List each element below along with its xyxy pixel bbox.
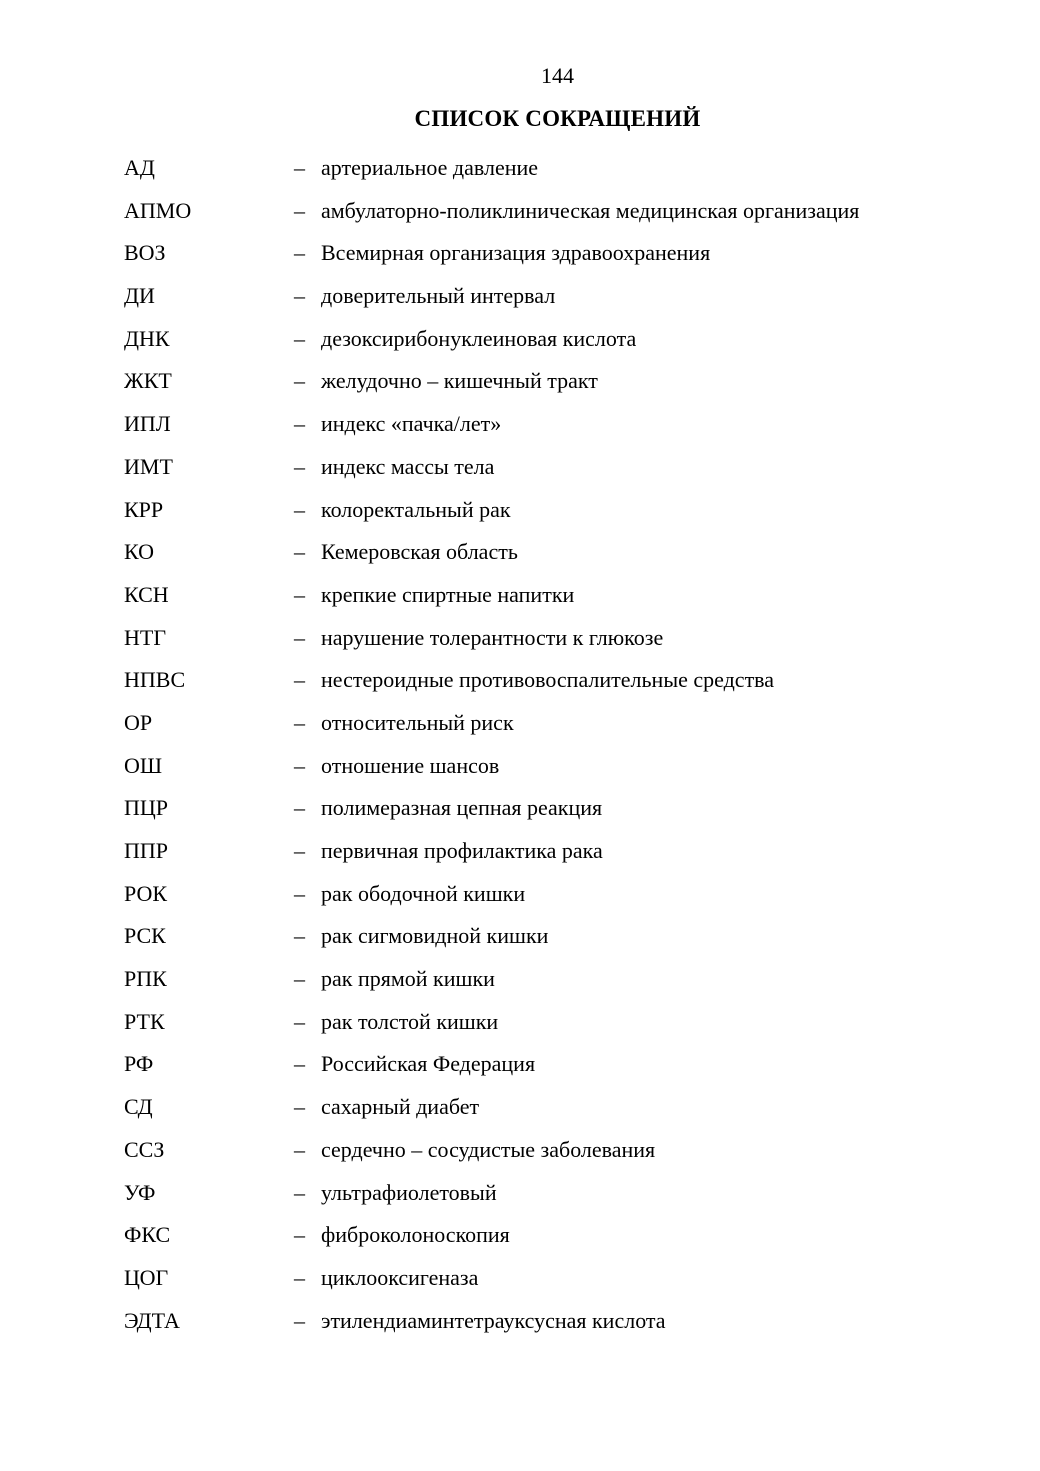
abbreviation-definition: рак сигмовидной кишки — [321, 923, 549, 949]
separator-dash: – — [294, 496, 305, 522]
separator-dash: – — [294, 795, 305, 821]
abbreviation-term: РФ — [124, 1051, 154, 1077]
abbreviation-term: АД — [124, 155, 155, 180]
abbreviation-definition: ультрафиолетовый — [321, 1179, 497, 1205]
separator-dash: – — [294, 1264, 305, 1290]
abbreviation-term: ППР — [124, 838, 169, 863]
separator-dash: – — [294, 752, 305, 778]
abbreviation-definition: желудочно – кишечный тракт — [321, 368, 598, 394]
separator-dash: – — [294, 411, 305, 437]
abbreviation-term: ЭДТА — [124, 1307, 180, 1333]
abbreviation-term: СД — [124, 1094, 153, 1120]
abbreviation-term: РТК — [124, 1008, 165, 1034]
abbreviation-row — [124, 405, 859, 448]
separator-dash: – — [294, 709, 305, 735]
separator-dash: – — [294, 1222, 305, 1248]
abbreviation-definition: относительный риск — [321, 709, 514, 735]
separator-dash: – — [294, 197, 305, 223]
abbreviation-definition: этилендиаминтетрауксусная кислота — [321, 1307, 666, 1333]
abbreviation-term: ВОЗ — [124, 240, 166, 266]
abbreviation-term: КСН — [124, 581, 169, 607]
separator-dash: – — [294, 581, 305, 607]
abbreviation-term: РОК — [124, 880, 168, 906]
separator-dash: – — [294, 624, 305, 650]
abbreviation-row — [124, 491, 859, 534]
separator-dash: – — [294, 240, 305, 266]
abbreviation-row — [124, 320, 859, 363]
separator-dash: – — [294, 368, 305, 394]
abbreviation-row — [124, 832, 859, 875]
abbreviation-row — [124, 1045, 859, 1088]
abbreviation-term: РСК — [124, 923, 166, 949]
abbreviation-term: ОР — [124, 709, 153, 735]
abbreviation-term: КО — [124, 539, 155, 565]
abbreviation-definition: Российская Федерация — [321, 1051, 536, 1077]
abbreviation-row — [124, 875, 859, 918]
abbreviation-term: ЦОГ — [124, 1264, 169, 1290]
abbreviation-row — [124, 1302, 859, 1345]
abbreviation-term: ДИ — [124, 283, 155, 309]
abbreviation-definition: полимеразная цепная реакция — [321, 795, 603, 821]
abbreviation-term: НТГ — [124, 624, 167, 650]
abbreviation-definition: отношение шансов — [321, 752, 500, 778]
separator-dash: – — [294, 325, 305, 351]
page-title: СПИСОК СОКРАЩЕНИЙ — [414, 106, 701, 131]
abbreviation-row — [124, 661, 859, 704]
abbreviation-definition: нестероидные противовоспалительные средства — [321, 667, 775, 693]
abbreviation-term: ЖКТ — [124, 368, 172, 394]
abbreviation-row — [124, 1216, 859, 1259]
abbreviation-term: ИПЛ — [124, 411, 171, 437]
separator-dash: – — [294, 1008, 305, 1034]
separator-dash: – — [294, 667, 305, 693]
separator-dash: – — [294, 923, 305, 949]
abbreviation-row — [124, 747, 859, 790]
abbreviation-term: РПК — [124, 966, 167, 992]
abbreviation-term: УФ — [124, 1179, 156, 1205]
separator-dash: – — [294, 880, 305, 906]
abbreviation-definition: доверительный интервал — [321, 283, 556, 309]
abbreviation-row — [124, 789, 859, 832]
abbreviation-row — [124, 277, 859, 320]
abbreviation-definition: Кемеровская область — [321, 539, 518, 565]
abbreviation-definition: фиброколоноскопия — [321, 1222, 510, 1248]
abbreviation-term: ССЗ — [124, 1136, 165, 1162]
abbreviation-definition: первичная профилактика рака — [321, 838, 603, 863]
abbreviation-row — [124, 234, 859, 277]
abbreviation-row — [124, 704, 859, 747]
abbreviation-term: ПЦР — [124, 795, 169, 821]
abbreviation-definition: сахарный диабет — [321, 1094, 480, 1120]
abbreviation-row — [124, 192, 859, 235]
abbreviation-definition: амбулаторно-поликлиническая медицинская организация — [321, 197, 860, 223]
abbreviation-row — [124, 576, 859, 619]
abbreviation-row — [124, 1174, 859, 1217]
abbreviation-definition: сердечно – сосудистые заболевания — [321, 1136, 656, 1162]
separator-dash: – — [294, 453, 305, 479]
abbreviation-definition: индекс массы тела — [321, 453, 495, 479]
page-number: 144 — [541, 63, 574, 88]
separator-dash: – — [294, 283, 305, 309]
abbreviation-definition: дезоксирибонуклеиновая кислота — [321, 325, 637, 351]
abbreviation-term: АПМО — [124, 197, 192, 223]
abbreviation-row — [124, 960, 859, 1003]
abbreviation-definition: Всемирная организация здравоохранения — [321, 240, 711, 266]
abbreviation-row — [124, 1088, 859, 1131]
abbreviation-definition: артериальное давление — [321, 155, 539, 180]
abbreviation-definition: рак толстой кишки — [321, 1008, 499, 1034]
separator-dash: – — [294, 155, 305, 180]
abbreviation-row — [124, 619, 859, 662]
abbreviation-term: ИМТ — [124, 453, 173, 479]
abbreviation-definition: рак ободочной кишки — [321, 880, 526, 906]
abbreviation-definition: циклооксигеназа — [321, 1264, 479, 1290]
abbreviation-definition: рак прямой кишки — [321, 966, 495, 992]
abbreviation-row — [124, 362, 859, 405]
abbreviation-definition: индекс «пачка/лет» — [321, 411, 502, 437]
separator-dash: – — [294, 1051, 305, 1077]
abbreviation-term: ФКС — [124, 1222, 171, 1248]
abbreviation-definition: колоректальный рак — [321, 496, 511, 522]
separator-dash: – — [294, 966, 305, 992]
abbreviation-row — [124, 1259, 859, 1302]
abbreviation-definition: нарушение толерантности к глюкозе — [321, 624, 664, 650]
abbreviation-term: НПВС — [124, 667, 186, 693]
separator-dash: – — [294, 838, 305, 863]
abbreviation-row — [124, 149, 859, 192]
abbreviation-term: ДНК — [124, 325, 170, 351]
abbreviation-list — [124, 149, 859, 1344]
abbreviation-row — [124, 1131, 859, 1174]
separator-dash: – — [294, 1136, 305, 1162]
abbreviation-row — [124, 448, 859, 491]
abbreviation-row — [124, 1003, 859, 1046]
abbreviation-definition: крепкие спиртные напитки — [321, 581, 575, 607]
abbreviation-term: ОШ — [124, 752, 163, 778]
separator-dash: – — [294, 1179, 305, 1205]
separator-dash: – — [294, 1094, 305, 1120]
separator-dash: – — [294, 1307, 305, 1333]
abbreviation-row — [124, 917, 859, 960]
abbreviation-row — [124, 533, 859, 576]
abbreviation-term: КРР — [124, 496, 164, 522]
separator-dash: – — [294, 539, 305, 565]
